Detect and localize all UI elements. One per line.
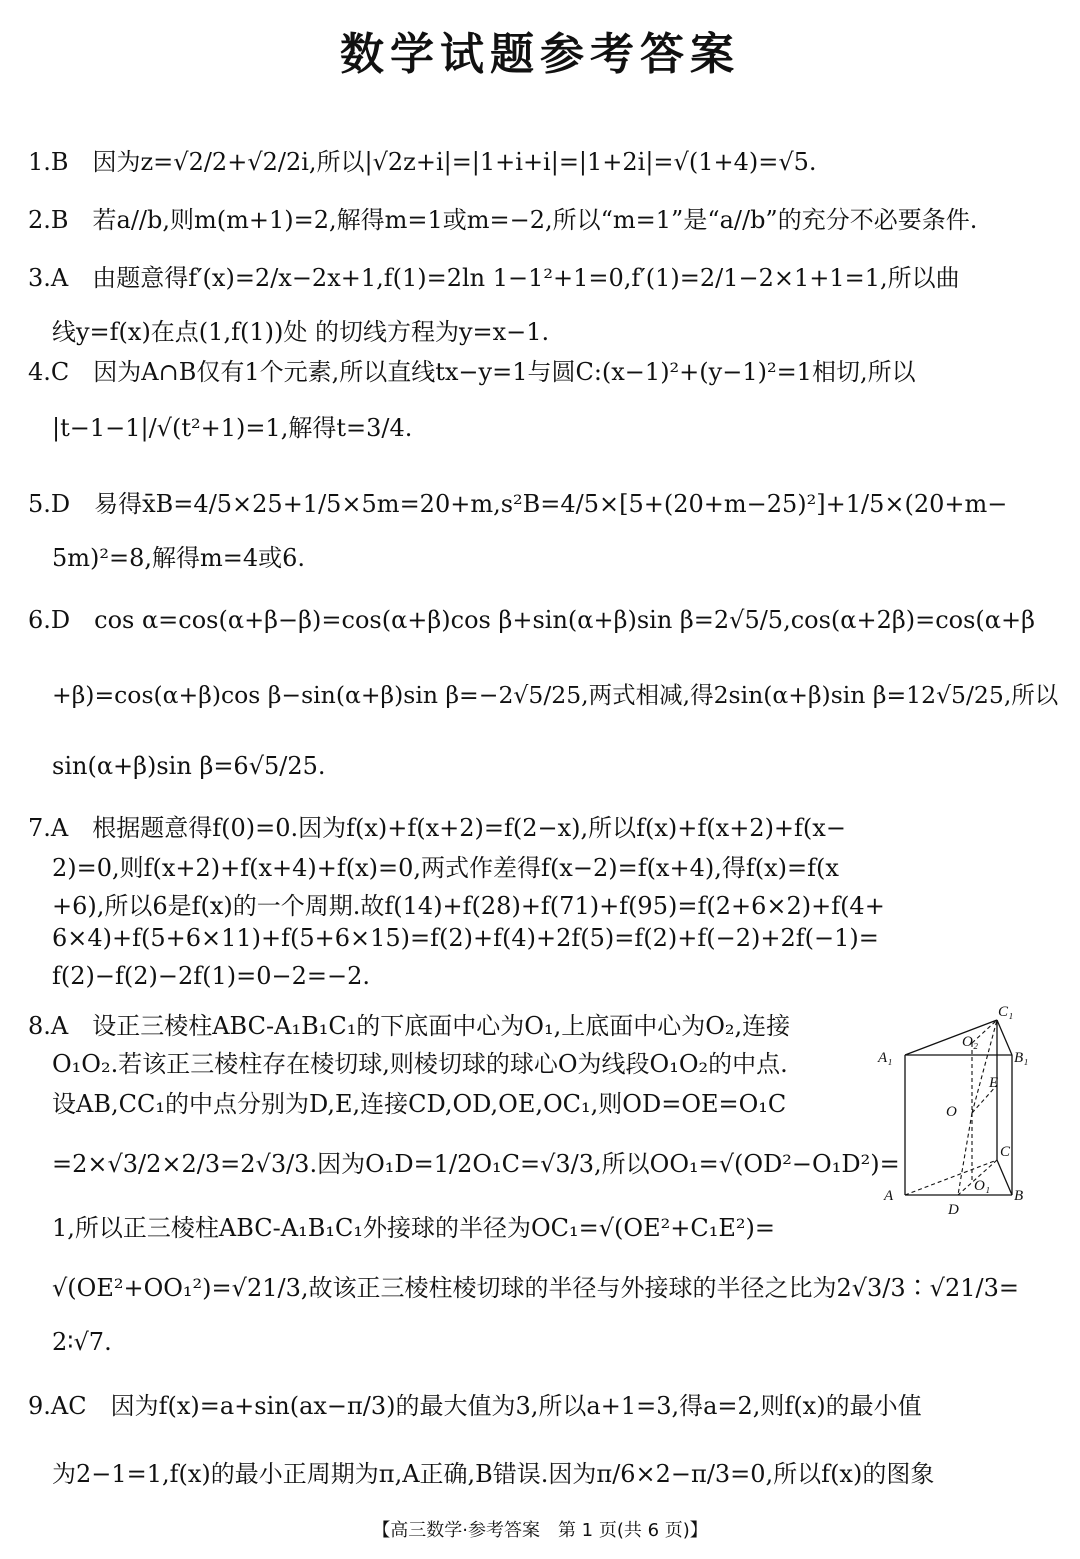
answer-7-cont-1: 2)=0,则f(x+2)+f(x+4)+f(x)=0,两式作差得f(x−2)=f(x+4),得f(x)=f(x <box>52 854 839 882</box>
page-footer: 【高三数学·参考答案 第 1 页(共 6 页)】 <box>372 1520 708 1541</box>
label-c1: C₁ <box>998 1004 1014 1020</box>
label-o2: O₂ <box>962 1034 979 1050</box>
answer-4: 4.C 因为A∩B仅有1个元素,所以直线tx−y=1与圆C:(x−1)²+(y−1)²=1相切,所以 <box>28 358 916 386</box>
answer-7: 7.A 根据题意得f(0)=0.因为f(x)+f(x+2)=f(2−x),所以f(x)+f(x+2)+f(x− <box>28 814 846 842</box>
answer-7-cont-2: +6),所以6是f(x)的一个周期.故f(14)+f(28)+f(71)+f(95)=f(2+6×2)+f(4+ <box>52 892 885 920</box>
answer-8-cont-1: O₁O₂.若该正三棱柱存在棱切球,则棱切球的球心O为线段O₁O₂的中点. <box>52 1050 788 1078</box>
edge-c-b <box>997 1160 1012 1195</box>
answer-7-cont-4: f(2)−f(2)−2f(1)=0−2=−2. <box>52 962 370 990</box>
answer-6: 6.D cos α=cos(α+β−β)=cos(α+β)cos β+sin(α+β)sin β=2√5/5,cos(α+2β)=cos(α+β <box>28 606 1035 634</box>
label-b1: B₁ <box>1014 1050 1029 1066</box>
segment-o-d <box>958 1113 972 1195</box>
edge-c1-b1 <box>997 1020 1012 1055</box>
answer-8-cont-2: 设AB,CC₁的中点分别为D,E,连接CD,OD,OE,OC₁,则OD=OE=O₁C <box>52 1090 787 1118</box>
label-e: E <box>989 1075 999 1091</box>
prism-figure <box>872 1000 1042 1225</box>
answer-8-cont-5: √(OE²+OO₁²)=√21/3,故该正三棱柱棱切球的半径与外接球的半径之比为2√3/3∶√21/3= <box>52 1274 1019 1302</box>
answer-4-cont: |t−1−1|/√(t²+1)=1,解得t=3/4. <box>52 414 413 442</box>
label-c: C <box>1000 1144 1011 1160</box>
label-o: O <box>946 1104 957 1120</box>
page-title: 数学试题参考答案 <box>340 29 740 80</box>
label-o1: O₁ <box>974 1178 991 1194</box>
answer-9-cont: 为2−1=1,f(x)的最小正周期为π,A正确,B错误.因为π/6×2−π/3=0,所以f(x)的图象 <box>52 1460 935 1488</box>
label-a: A <box>884 1188 894 1204</box>
edge-a1-c1 <box>905 1020 997 1055</box>
answer-9: 9.AC 因为f(x)=a+sin(ax−π/3)的最大值为3,所以a+1=3,得a=2,则f(x)的最小值 <box>28 1392 922 1420</box>
answer-1: 1.B 因为z=√2/2+√2/2i,所以|√2z+i|=|1+i+i|=|1+2i|=√(1+4)=√5. <box>28 148 817 176</box>
answer-6-cont-2: sin(α+β)sin β=6√5/25. <box>52 752 326 780</box>
answer-8: 8.A 设正三棱柱ABC-A₁B₁C₁的下底面中心为O₁,上底面中心为O₂,连接 <box>28 1012 791 1040</box>
answer-5-cont: 5m)²=8,解得m=4或6. <box>52 544 306 572</box>
answer-8-cont-6: 2∶√7. <box>52 1328 112 1356</box>
label-b: B <box>1014 1188 1024 1204</box>
answer-6-cont-1: +β)=cos(α+β)cos β−sin(α+β)sin β=−2√5/25,两式相减,得2sin(α+β)sin β=12√5/25,所以 <box>52 681 1059 709</box>
answer-5: 5.D 易得x̄B=4/5×25+1/5×5m=20+m,s²B=4/5×[5+(20+m−25)²]+1/5×(20+m− <box>28 490 1008 518</box>
answer-8-cont-3: =2×√3/2×2/3=2√3/3.因为O₁D=1/2O₁C=√3/3,所以OO₁=√(OD²−O₁D²)= <box>52 1150 900 1178</box>
answer-8-cont-4: 1,所以正三棱柱ABC-A₁B₁C₁外接球的半径为OC₁=√(OE²+C₁E²)= <box>52 1214 775 1242</box>
label-a1: A₁ <box>878 1050 893 1066</box>
answer-2: 2.B 若a//b,则m(m+1)=2,解得m=1或m=−2,所以“m=1”是“a//b”的充分不必要条件. <box>28 206 978 234</box>
answer-7-cont-3: 6×4)+f(5+6×11)+f(5+6×15)=f(2)+f(4)+2f(5)=f(2)+f(−2)+2f(−1)= <box>52 924 879 952</box>
answer-3: 3.A 由题意得f′(x)=2/x−2x+1,f(1)=2ln 1−1²+1=0,f′(1)=2/1−2×1+1=1,所以曲 <box>28 264 960 292</box>
label-d: D <box>948 1202 959 1218</box>
answer-3-cont: 线y=f(x)在点(1,f(1))处 的切线方程为y=x−1. <box>52 318 550 346</box>
